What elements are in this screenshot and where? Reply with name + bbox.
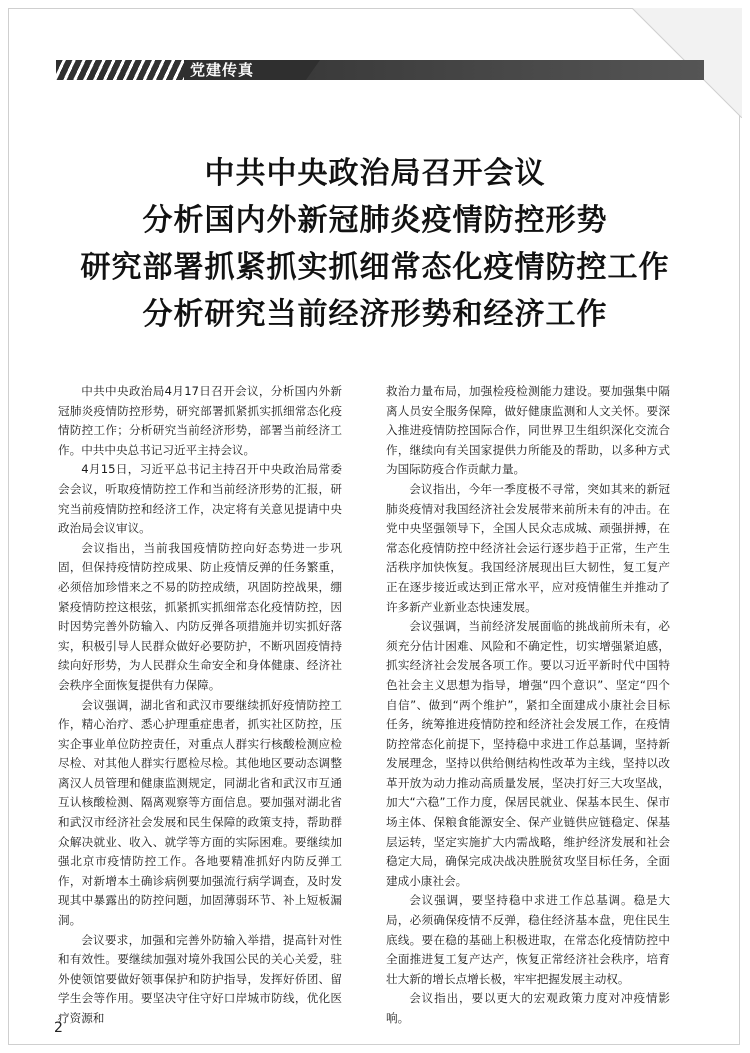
body-paragraph: 会议强调，要坚持稳中求进工作总基调。稳是大局，必须确保疫情不反弹，稳住经济基本盘，兜住民生底线。要在稳的基础上积极进取，在常态化疫情防控中全面推进复工复产达产，恢复正常经济社会秩序，培育壮大新的增长点增长极，牢牢把握发展主动权。 <box>386 893 670 986</box>
body-paragraph: 会议指出，当前我国疫情防控向好态势进一步巩固，但保持疫情防控成果、防止疫情反弹的任务繁重，必须倍加珍惜来之不易的防控成绩，巩固防控战果，绷紧疫情防控这根弦，抓紧抓实抓细常态化疫情防控，因时因势完善外防输入、内防反弹各项措施并切实抓好落实，积极引导人民群众做好必要防护，不断巩固疫情持续向好形势，为人民群众生命安全和身体健康、经济社会秩序全面恢复提供有力保障。 <box>58 540 342 692</box>
page-number: 2 <box>54 1020 63 1036</box>
body-paragraph: 会议指出，今年一季度极不寻常，突如其来的新冠肺炎疫情对我国经济社会发展带来前所未有的冲击。在党中央坚强领导下，全国人民众志成城、顽强拼搏，在常态化疫情防控中经济社会运行逐步趋于正常，生产生活秩序加快恢复。我国经济展现出巨大韧性，复工复产正在逐步接近或达到正常水平，应对疫情催生并推动了许多新产业新业态快速发展。 <box>386 481 670 614</box>
body-column-left <box>58 382 342 1029</box>
body-paragraph: 会议指出，要以更大的宏观政策力度对冲疫情影响。 <box>386 991 670 1025</box>
title-line: 中共中央政治局召开会议 <box>204 156 546 191</box>
body-paragraph: 中共中央政治局4月17日召开会议，分析国内外新冠肺炎疫情防控形势，研究部署抓紧抓实抓细常态化疫情防控工作；分析研究当前经济形势，部署当前经济工作。中共中央总书记习近平主持会议。 <box>58 384 342 457</box>
body-paragraph: 会议强调，当前经济发展面临的挑战前所未有，必须充分估计困难、风险和不确定性，切实增强紧迫感，抓实经济社会发展各项工作。要以习近平新时代中国特色社会主义思想为指导，增强“四个意识”、坚定“四个自信”、做到“两个维护”，紧扣全面建成小康社会目标任务，统筹推进疫情防控和经济社会发展工作，在疫情防控常态化前提下，坚持稳中求进工作总基调，坚持新发展理念，坚持以供给侧结构性改革为主线，坚持以改革开放为动力推动高质量发展，坚决打好三大攻坚战，加大“六稳”工作力度，保居民就业、保基本民生、保市场主体、保粮食能源安全、保产业链供应链稳定、保基层运转，坚定实施扩大内需战略，维护经济发展和社会稳定大局，确保完成决战决胜脱贫攻坚目标任务，全面建成小康社会。 <box>386 619 670 888</box>
body-paragraph: 会议强调，湖北省和武汉市要继续抓好疫情防控工作，精心治疗、悉心护理重症患者，抓实社区防控，压实企事业单位防控责任，对重点人群实行核酸检测应检尽检、对其他人群实行愿检尽检。其他地区要动态调整离汉人员管理和健康监测规定，同湖北省和武汉市互通互认核酸检测、隔离观察等方面信息。要加强对湖北省和武汉市经济社会发展和民生保障的政策支持，帮助群众解决就业、收入、就学等方面的实际困难。要继续加强北京市疫情防控工作。各地要精准抓好内防反弹工作，对新增本土确诊病例要加强流行病学调查，及时发现其中暴露出的防控问题，加固薄弱环节、补上短板漏洞。 <box>58 697 342 928</box>
header-right-band <box>306 60 704 80</box>
article-title <box>40 150 710 338</box>
body-paragraph: 会议要求，加强和完善外防输入举措，提高针对性和有效性。要继续加强对境外我国公民的关心关爱，驻外使领馆要做好领事保护和防护指导，发挥好侨团、留学生会等作用。要坚决守住守好口岸城市防线，优化医疗资源和 <box>58 932 342 1025</box>
body-paragraph: 4月15日，习近平总书记主持召开中央政治局常委会会议，听取疫情防控工作和当前经济形势的汇报，研究当前疫情防控和经济工作，决定将有关意见提请中央政治局会议审议。 <box>58 462 342 536</box>
title-line: 分析研究当前经济形势和经济工作 <box>142 297 608 332</box>
section-label: 党建传真 <box>184 60 310 80</box>
section-header-bar <box>56 60 704 80</box>
body-paragraph: 救治力量布局，加强检疫检测能力建设。要加强集中隔离人员安全服务保障，做好健康监测和人文关怀。要深入推进疫情防控国际合作，同世界卫生组织深化交流合作，继续向有关国家提供力所能及的帮助，以多种方式为国际防疫合作贡献力量。 <box>386 384 670 477</box>
title-line: 分析国内外新冠肺炎疫情防控形势 <box>142 203 608 238</box>
body-column-right <box>386 382 670 1029</box>
header-stripe-decoration <box>56 60 184 80</box>
title-line: 研究部署抓紧抓实抓细常态化疫情防控工作 <box>80 250 670 285</box>
